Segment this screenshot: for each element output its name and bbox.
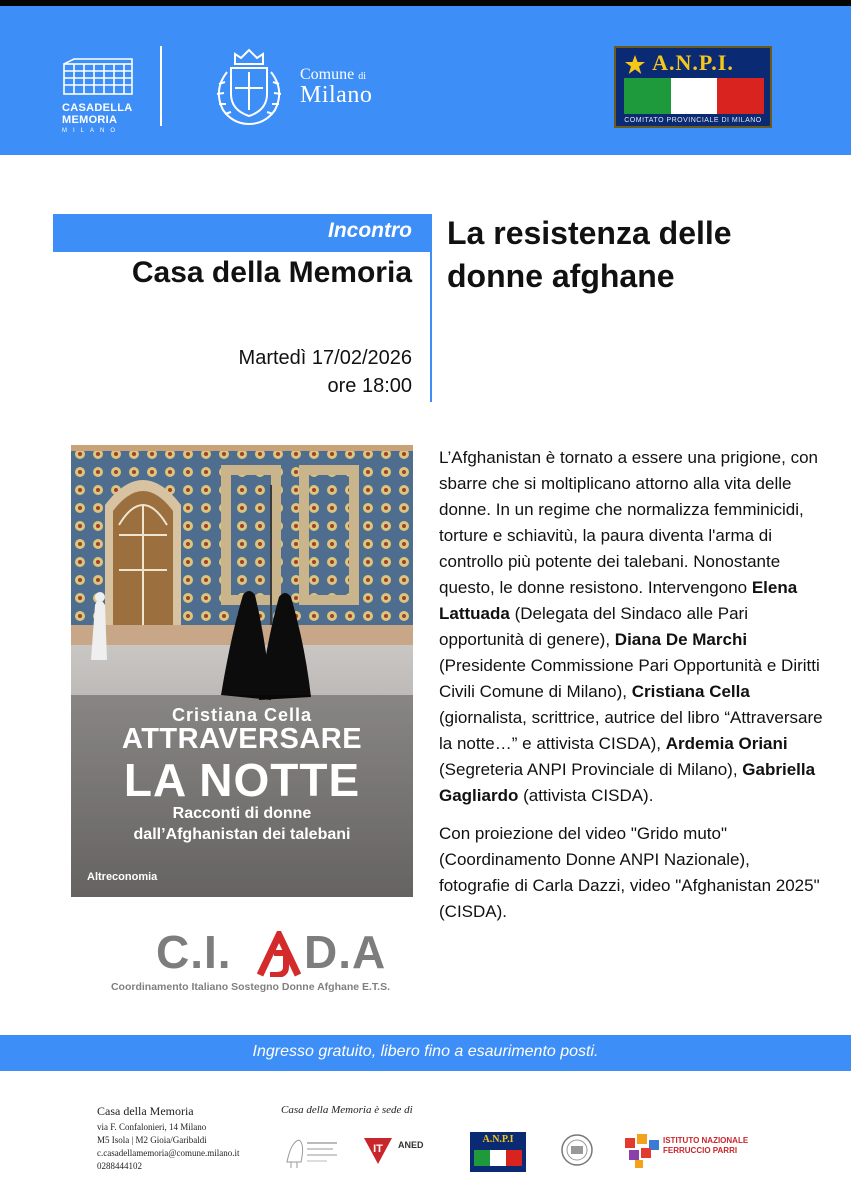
speaker-name: Cristiana Cella [631,682,750,701]
speaker-name: Diana De Marchi [614,630,748,649]
speaker-name: Gabriella Gagliardo [439,760,816,805]
comune-word: Comune [300,66,355,83]
header-banner [0,6,851,155]
partner-association-logo-icon [281,1132,343,1172]
event-date: Martedì 17/02/2026 [238,347,412,369]
aned-triangle-icon [362,1134,394,1166]
partner-ferruccio-parri-logo [625,1132,749,1172]
italian-flag-icon [624,78,764,114]
aned-name: ANED [398,1140,424,1150]
venue-name: Casa della Memoria [131,256,412,289]
casa-logo-line3: MILANO [62,128,122,134]
book-publisher: Altreconomia [87,871,158,883]
book-subtitle-line1: Racconti di donne [172,805,312,822]
contact-transport: M5 Isola | M2 Gioia/Garibaldi [97,1135,207,1145]
comune-di: di [358,71,366,82]
comune-city: Milano [300,82,373,108]
building-icon [62,58,134,96]
partner-seal-icon [560,1132,594,1172]
entry-banner [0,1035,851,1071]
partner-anpi-logo [470,1132,526,1172]
speaker-role: (Delegata del Sindaco alle Pari opportunità di genere), [439,604,748,649]
event-datetime [150,344,412,400]
book-title-line1: ATTRAVERSARE [121,723,363,755]
book-cover [71,445,413,897]
ferruccio-parri-line2: FERRUCCIO PARRI [663,1146,738,1155]
speaker-role: (Segreteria ANPI Provinciale di Milano), [439,760,743,779]
milan-crest-icon [205,44,293,130]
description-paragraph [439,445,824,809]
sede-label: Casa della Memoria è sede di [281,1104,413,1116]
anpi-name: A.N.P.I. [652,50,734,75]
contact-email[interactable]: c.casadellamemoria@comune.milano.it [97,1148,240,1158]
header-divider [160,46,162,126]
speaker-name: Elena Lattuada [439,578,798,623]
speaker-name: Ardemia Oriani [665,734,788,753]
contact-phone[interactable]: 0288444102 [97,1161,142,1171]
contact-name: Casa della Memoria [97,1104,194,1118]
speaker-role: (giornalista, scrittrice, autrice del libro “Attraversare la notte…” e attivista CISDA), [439,708,823,753]
ferruccio-parri-mosaic-icon [625,1134,661,1168]
casa-logo-line1: CASADELLA [62,102,133,114]
book-title-line2: LA NOTTE [123,754,361,806]
cisda-a-icon [256,931,302,977]
anpi-subtitle: COMITATO PROVINCIALE DI MILANO [624,117,762,124]
contact-block [97,1104,239,1173]
event-type-label: Incontro [328,219,412,242]
casa-della-memoria-logo [62,58,140,134]
event-title: La resistenza delle donne afghane [447,215,732,294]
cisda-full-name: Coordinamento Italiano Sostegno Donne Afghane E.T.S. [110,981,391,993]
contact-address: via F. Confalonieri, 14 Milano [97,1122,207,1132]
speaker-role: (Presidente Commissione Pari Opportunità e Diritti Civili Comune di Milano), [439,656,820,701]
anpi-logo [614,46,772,128]
entry-note: Ingresso gratuito, libero fino a esaurimento posti. [252,1043,599,1060]
svg-text:IT: IT [373,1143,383,1155]
partner-aned-logo [362,1132,444,1172]
description-intro: L’Afghanistan è tornato a essere una prigione, con sbarre che si moltiplicano attorno alla vita delle donne. In un regime che normalizza femminicidi, torture e schiavitù, la paura diventa l'arma di controllo più potente dei talebani. Nonostante questo, le donne resistono. Intervengono [439,448,818,597]
partner-anpi-flag-icon [474,1150,522,1166]
speaker-role: (attivista CISDA). [518,786,654,805]
event-description [439,445,824,925]
event-type-bar [53,214,432,252]
partner-anpi-name: A.N.P.I [482,1134,514,1145]
cisda-logo [108,925,393,997]
title-divider [430,214,432,402]
ferruccio-parri-line1: ISTITUTO NAZIONALE [663,1136,749,1145]
projection-paragraph: Con proiezione del video "Grido muto" (Coordinamento Donne ANPI Nazionale), fotografie di Carla Dazzi, video "Afghanistan 2025" (CISDA). [439,824,820,921]
event-time: ore 18:00 [327,375,412,397]
book-author: Cristiana Cella [171,705,313,725]
book-subtitle-line2: dall’Afghanistan dei talebani [133,826,351,843]
cisda-mark-left: C.I. [156,926,232,978]
cisda-mark-right: D.A [304,926,387,978]
casa-logo-line2: MEMORIA [62,114,118,126]
